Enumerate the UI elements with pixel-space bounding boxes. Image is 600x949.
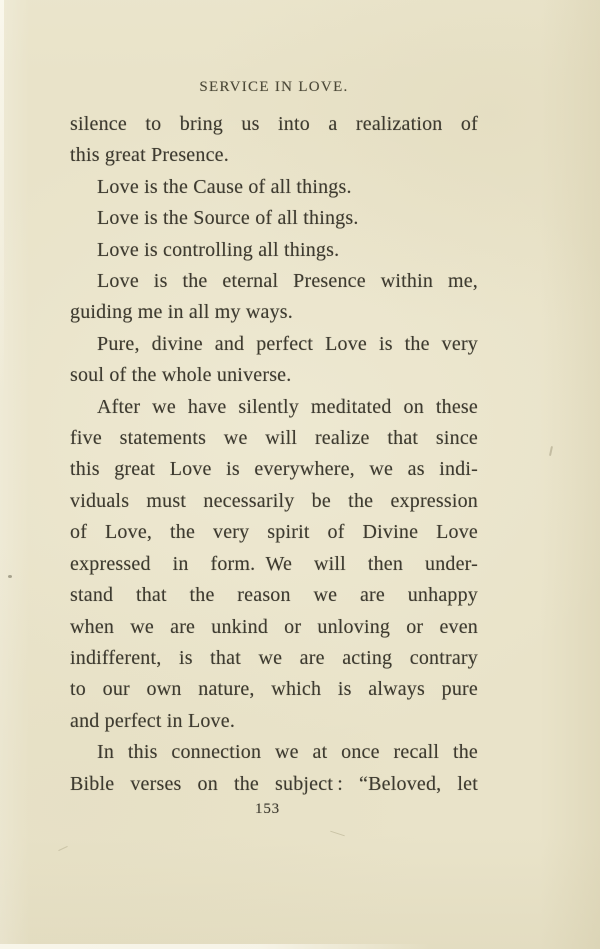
text-line: five statements we will realize that since bbox=[70, 427, 478, 450]
text-line: indifferent, is that we are acting contrary bbox=[70, 646, 478, 669]
page-edge-highlight-left bbox=[0, 0, 4, 400]
text-line: and perfect in Love. bbox=[70, 709, 236, 732]
paper-fiber bbox=[330, 831, 345, 837]
text-line: this great Presence. bbox=[70, 144, 229, 167]
paper-speck bbox=[549, 446, 553, 456]
text-line: Love is the Source of all things. bbox=[97, 207, 359, 230]
text-line: when we are unkind or unloving or even bbox=[70, 615, 478, 638]
text-line: to our own nature, which is always pure bbox=[70, 678, 478, 701]
text-line: viduals must necessarily be the expression bbox=[70, 489, 478, 512]
text-line: guiding me in all my ways. bbox=[70, 301, 293, 324]
page-number: 153 bbox=[255, 801, 280, 817]
text-line: this great Love is everywhere, we as indi- bbox=[70, 458, 478, 481]
text-line: Bible verses on the subject : “Beloved, let bbox=[70, 772, 478, 795]
text-line: Pure, divine and perfect Love is the very bbox=[97, 332, 478, 355]
text-line: Love is the eternal Presence within me, bbox=[97, 270, 478, 293]
text-line: expressed in form. We will then under- bbox=[70, 552, 478, 575]
text-line: soul of the whole universe. bbox=[70, 364, 292, 387]
running-header: SERVICE IN LOVE. bbox=[199, 79, 349, 95]
text-line: of Love, the very spirit of Divine Love bbox=[70, 521, 478, 544]
paper-speck bbox=[8, 575, 12, 578]
text-line: Love is the Cause of all things. bbox=[97, 175, 352, 198]
text-line: In this connection we at once recall the bbox=[97, 741, 478, 764]
text-line: silence to bring us into a realization of bbox=[70, 113, 478, 135]
text-line: Love is controlling all things. bbox=[97, 238, 340, 261]
text-column bbox=[70, 109, 478, 800]
page-edge-highlight-bottom bbox=[0, 944, 430, 949]
text-line: stand that the reason we are unhappy bbox=[70, 584, 478, 607]
paper-fiber bbox=[58, 846, 67, 851]
text-line: After we have silently meditated on these bbox=[97, 395, 478, 418]
